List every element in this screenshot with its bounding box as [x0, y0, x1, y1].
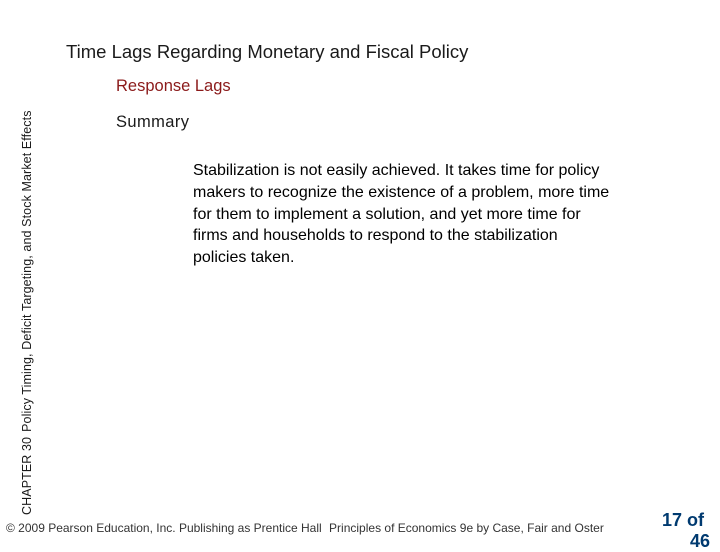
chapter-sidebar	[20, 110, 34, 515]
slide-title: Time Lags Regarding Monetary and Fiscal Policy	[66, 41, 469, 62]
copyright-text: © 2009 Pearson Education, Inc. Publishing as Prentice Hall	[6, 521, 322, 535]
page-total: 46	[690, 531, 711, 551]
book-credit: Principles of Economics 9e by Case, Fair and Oster	[329, 521, 604, 535]
section-title: Response Lags	[116, 77, 231, 95]
chapter-label: CHAPTER 30	[20, 436, 34, 515]
page-number: 17 of	[662, 510, 705, 530]
chapter-title: Policy Timing, Deficit Targeting, and Stock Market Effects	[20, 110, 34, 432]
subsection-title: Summary	[116, 113, 190, 131]
summary-text: Stabilization is not easily achieved. It takes time for policy makers to recognize the existence of a problem, more time for them to implement a solution, and yet more time for firms and households to respond to the stabilization policies taken.	[193, 162, 610, 267]
footer-credit	[6, 521, 604, 535]
